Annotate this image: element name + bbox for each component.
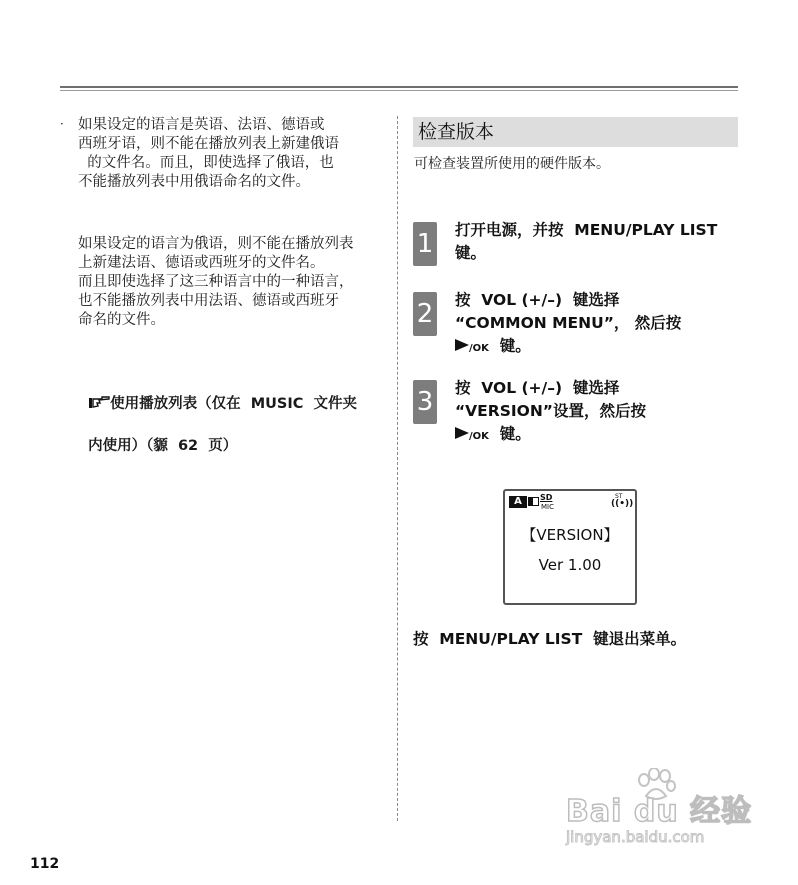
battery-icon	[528, 497, 539, 506]
watermark-main: Bai du 经验	[566, 794, 753, 829]
play-icon	[455, 427, 469, 439]
step-1-text	[455, 219, 717, 265]
page-number: 112	[30, 856, 60, 872]
watermark	[566, 768, 756, 858]
step-2-line-1: 按 VOL (+/–) 键选择	[455, 291, 620, 309]
watermark-url: jingyan.baidu.com	[566, 828, 705, 846]
radio-icon: ((•))	[611, 499, 634, 509]
pointing-hand-icon	[88, 395, 110, 409]
play-icon	[455, 339, 469, 351]
step-2-text	[455, 289, 681, 360]
lcd-version-value: Ver 1.00	[538, 556, 602, 574]
step-1-line-1: 打开电源，并按 MENU/PLAY LIST	[455, 221, 718, 239]
step-3-line-1: 按 VOL (+/–) 键选择	[455, 379, 620, 397]
step-number-2: 2	[413, 292, 437, 336]
mic-indicator: MIC	[541, 503, 554, 511]
step-1-line-2: 键。	[455, 244, 487, 262]
step-2-line-2: “COMMON MENU”， 然后按	[455, 314, 682, 332]
ref-line-1: 使用播放列表（仅在 MUSIC 文件夹	[110, 396, 357, 412]
lcd-menu-title: 【VERSION】	[521, 526, 619, 544]
step-3-line-2: “VERSION”设置，然后按	[455, 402, 646, 420]
ok-label: /OK	[469, 343, 489, 354]
note-paragraph-1: 如果设定的语言是英语、法语、德语或 西班牙语，则不能在播放列表上新建俄语 的文件名。而且，即使选择了俄语，也 不能播放列表中用俄语命名的文件。	[78, 117, 339, 190]
exit-instruction: 按 MENU/PLAY LIST 键退出菜单。	[413, 630, 687, 648]
step-3-text	[455, 377, 646, 448]
ok-label: /OK	[469, 431, 489, 442]
step-3-key-suffix: 键。	[488, 425, 531, 443]
column-divider	[397, 116, 398, 821]
section-heading: 检查版本	[418, 121, 495, 143]
sd-indicator: SD	[540, 493, 553, 502]
header-rule-thin	[60, 90, 738, 91]
ref-line-2: 内使用）（䝠 62 页）	[88, 438, 238, 454]
stereo-indicator: ST	[615, 493, 623, 500]
step-2-key-suffix: 键。	[488, 337, 531, 355]
device-lcd-screen	[503, 489, 637, 605]
mode-indicator: A	[509, 496, 527, 508]
step-number-3: 3	[413, 380, 437, 424]
cross-reference[interactable]	[78, 373, 357, 457]
header-rule	[60, 86, 738, 88]
note-paragraph-2: 如果设定的语言为俄语，则不能在播放列表 上新建法语、德语或西班牙的文件名。 而且即使选择了这三种语言中的一种语言， 也不能播放列表中用法语、德语或西班牙 命名的文件。	[78, 236, 354, 328]
section-intro: 可检查装置所使用的硬件版本。	[414, 156, 610, 172]
step-number-1: 1	[413, 222, 437, 266]
bullet-dot: ·	[60, 117, 64, 131]
